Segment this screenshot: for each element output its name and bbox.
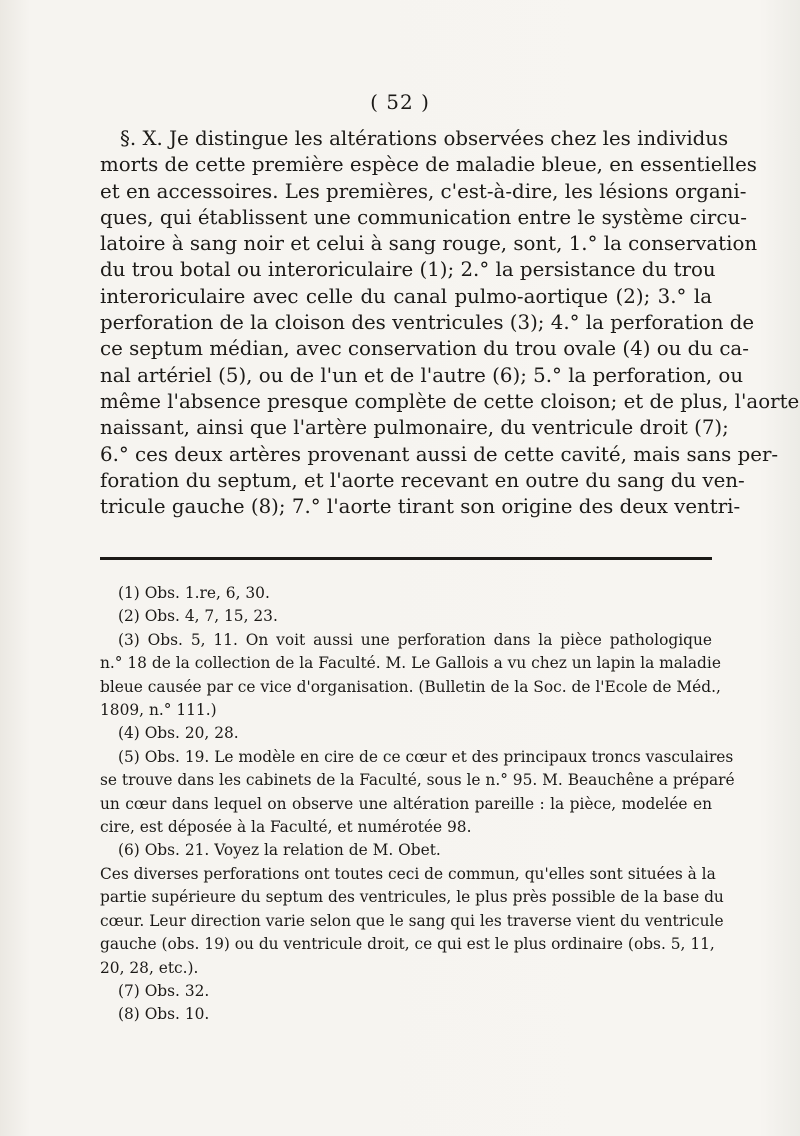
footnote-8: (8) Obs. 10. (118, 1005, 210, 1024)
footnote-1: (1) Obs. 1.re, 6, 30. (118, 584, 270, 602)
footnote-general-line: 20, 28, etc.). (100, 958, 199, 977)
footnote-5-line: se trouve dans les cabinets de la Faculté, sous le n.° 95. M. Beauchêne a préparé (100, 771, 735, 790)
footnote-general-line: gauche (obs. 19) ou du ventricule droit, ce qui est le plus ordinaire (obs. 5, 11, (100, 935, 715, 954)
paragraph-line: naissant, ainsi que l'artère pulmonaire, du ventricule droit (7); (100, 416, 729, 440)
page-number: ( 52 ) (370, 90, 430, 114)
footnote-3-line: bleue causée par ce vice d'organisation. (Bulletin de la Soc. de l'Ecole de Méd., (100, 677, 721, 696)
footnote-general-line: partie supérieure du septum des ventricules, le plus près possible de la base du (100, 888, 724, 907)
footnote-6: (6) Obs. 21. Voyez la relation de M. Obet. (118, 841, 441, 860)
footnote-separator (100, 557, 712, 560)
footnote-general-line: cœur. Leur direction varie selon que le sang qui les traverse vient du ventricule (100, 911, 724, 930)
paragraph-line: latoire à sang noir et celui à sang rouge, sont, 1.° la conservation (100, 232, 758, 256)
footnote-general-line: Ces diverses perforations ont toutes ceci de commun, qu'elles sont situées à la (100, 864, 716, 883)
paragraph-line: même l'absence presque complète de cette cloison; et de plus, l'aorte (100, 389, 800, 413)
main-paragraph (100, 126, 800, 520)
footnote-7: (7) Obs. 32. (118, 981, 210, 1000)
paragraph-line: perforation de la cloison des ventricules (3); 4.° la perforation de (100, 311, 755, 335)
paragraph-line: ques, qui établissent une communication entre le système circu- (100, 205, 747, 229)
footnote-3-line: 1809, n.° 111.) (100, 701, 217, 720)
paragraph-line: du trou botal ou interoriculaire (1); 2.° la persistance du trou (100, 258, 716, 282)
footnote-2: (2) Obs. 4, 7, 15, 23. (118, 607, 278, 626)
paragraph-line: ce septum médian, avec conservation du trou ovale (4) ou du ca- (100, 337, 749, 361)
paragraph-line: nal artériel (5), ou de l'un et de l'autre (6); 5.° la perforation, ou (100, 363, 744, 387)
footnote-5-line: (5) Obs. 19. Le modèle en cire de ce cœur et des principaux troncs vasculaires (118, 747, 734, 766)
paragraph-line: 6.° ces deux artères provenant aussi de cette cavité, mais sans per- (100, 442, 779, 466)
footnote-5-line: un cœur dans lequel on observe une altération pareille : la pièce, modelée en (100, 794, 712, 813)
paragraph-line: interoriculaire avec celle du canal pulmo-aortique (2); 3.° la (100, 284, 712, 308)
footnote-4: (4) Obs. 20, 28. (118, 724, 239, 743)
paragraph-line: §. X. Je distingue les altérations observées chez les individus (120, 127, 729, 150)
paragraph-line: et en accessoires. Les premières, c'est-à-dire, les lésions organi- (100, 179, 747, 203)
paragraph-line: foration du septum, et l'aorte recevant en outre du sang du ven- (100, 468, 745, 492)
paragraph-line: morts de cette première espèce de maladie bleue, en essentielles (100, 153, 757, 177)
footnote-3-line: n.° 18 de la collection de la Faculté. M. Le Gallois a vu chez un lapin la maladie (100, 654, 721, 673)
footnotes (100, 582, 735, 1027)
paragraph-line: tricule gauche (8); 7.° l'aorte tirant son origine des deux ventri- (100, 495, 741, 519)
footnote-5-line: cire, est déposée à la Faculté, et numérotée 98. (100, 818, 472, 837)
footnote-3-line: (3) Obs. 5, 11. On voit aussi une perforation dans la pièce pathologique (118, 630, 712, 649)
